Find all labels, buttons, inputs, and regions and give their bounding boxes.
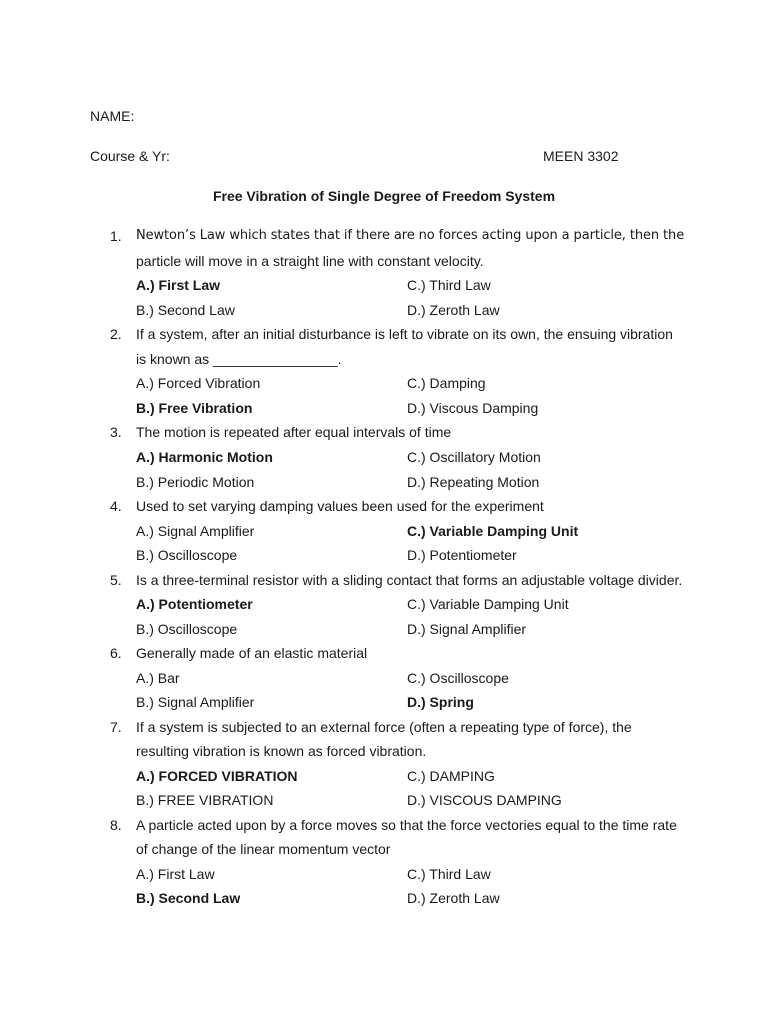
option-b: B.) Periodic Motion — [136, 474, 255, 490]
question-text: Used to set varying damping values been used for the experiment — [136, 498, 544, 514]
question-text: If a system is subjected to an external force (often a repeating type of force), the — [136, 719, 632, 735]
option-d: D.) Repeating Motion — [407, 474, 540, 490]
option-a: A.) Forced Vibration — [136, 375, 261, 391]
option-d: D.) Zeroth Law — [407, 302, 500, 318]
question-number: 1. — [110, 228, 122, 244]
question-text: Is a three-terminal resistor with a sliding contact that forms an adjustable voltage divider. — [136, 572, 683, 588]
option-b: B.) Second Law — [136, 302, 235, 318]
question-number: 3. — [110, 424, 122, 440]
question-number: 6. — [110, 645, 122, 661]
option-b: B.) Oscilloscope — [136, 621, 238, 637]
option-c: C.) Oscillatory Motion — [407, 449, 541, 465]
option-a: A.) FORCED VIBRATION — [136, 768, 298, 784]
option-a: A.) Harmonic Motion — [136, 449, 273, 465]
option-b: B.) Second Law — [136, 890, 241, 906]
option-b: B.) Free Vibration — [136, 400, 253, 416]
option-b: B.) FREE VIBRATION — [136, 792, 274, 808]
option-c: C.) Variable Damping Unit — [407, 596, 569, 612]
name-label: NAME: — [90, 108, 135, 124]
option-c: C.) Third Law — [407, 866, 491, 882]
option-a: A.) Signal Amplifier — [136, 523, 255, 539]
course-year-label: Course & Yr: — [90, 148, 170, 164]
question-number: 8. — [110, 817, 122, 833]
option-c: C.) Variable Damping Unit — [407, 523, 579, 539]
option-d: D.) VISCOUS DAMPING — [407, 792, 562, 808]
option-d: D.) Zeroth Law — [407, 890, 500, 906]
option-a: A.) First Law — [136, 277, 221, 293]
question-number: 4. — [110, 498, 122, 514]
question-text: resulting vibration is known as forced vibration. — [136, 743, 427, 759]
question-number: 5. — [110, 572, 122, 588]
question-number: 2. — [110, 326, 122, 342]
question-number: 7. — [110, 719, 122, 735]
option-d: D.) Potentiometer — [407, 547, 517, 563]
question-text: If a system, after an initial disturbance is left to vibrate on its own, the ensuing vibration — [136, 326, 673, 342]
question-text: of change of the linear momentum vector — [136, 841, 391, 857]
question-text: Generally made of an elastic material — [136, 645, 368, 661]
question-text: particle will move in a straight line with constant velocity. — [136, 253, 484, 269]
option-a: A.) Potentiometer — [136, 596, 253, 612]
question-text: The motion is repeated after equal intervals of time — [136, 424, 452, 440]
option-c: C.) Damping — [407, 375, 486, 391]
option-d: D.) Signal Amplifier — [407, 621, 527, 637]
question-text: A particle acted upon by a force moves so that the force vectories equal to the time rate — [136, 817, 677, 833]
option-d: D.) Viscous Damping — [407, 400, 539, 416]
question-text: is known as ________________. — [136, 351, 342, 367]
option-d: D.) Spring — [407, 694, 474, 710]
option-b: B.) Signal Amplifier — [136, 694, 255, 710]
question-text: Newton’s Law which states that if there are no forces acting upon a particle, then the — [136, 228, 685, 243]
course-code: MEEN 3302 — [543, 148, 619, 164]
option-c: C.) DAMPING — [407, 768, 495, 784]
option-a: A.) Bar — [136, 670, 180, 686]
option-a: A.) First Law — [136, 866, 215, 882]
option-c: C.) Oscilloscope — [407, 670, 509, 686]
document-title: Free Vibration of Single Degree of Freedom System — [212, 188, 556, 204]
option-c: C.) Third Law — [407, 277, 491, 293]
option-b: B.) Oscilloscope — [136, 547, 238, 563]
